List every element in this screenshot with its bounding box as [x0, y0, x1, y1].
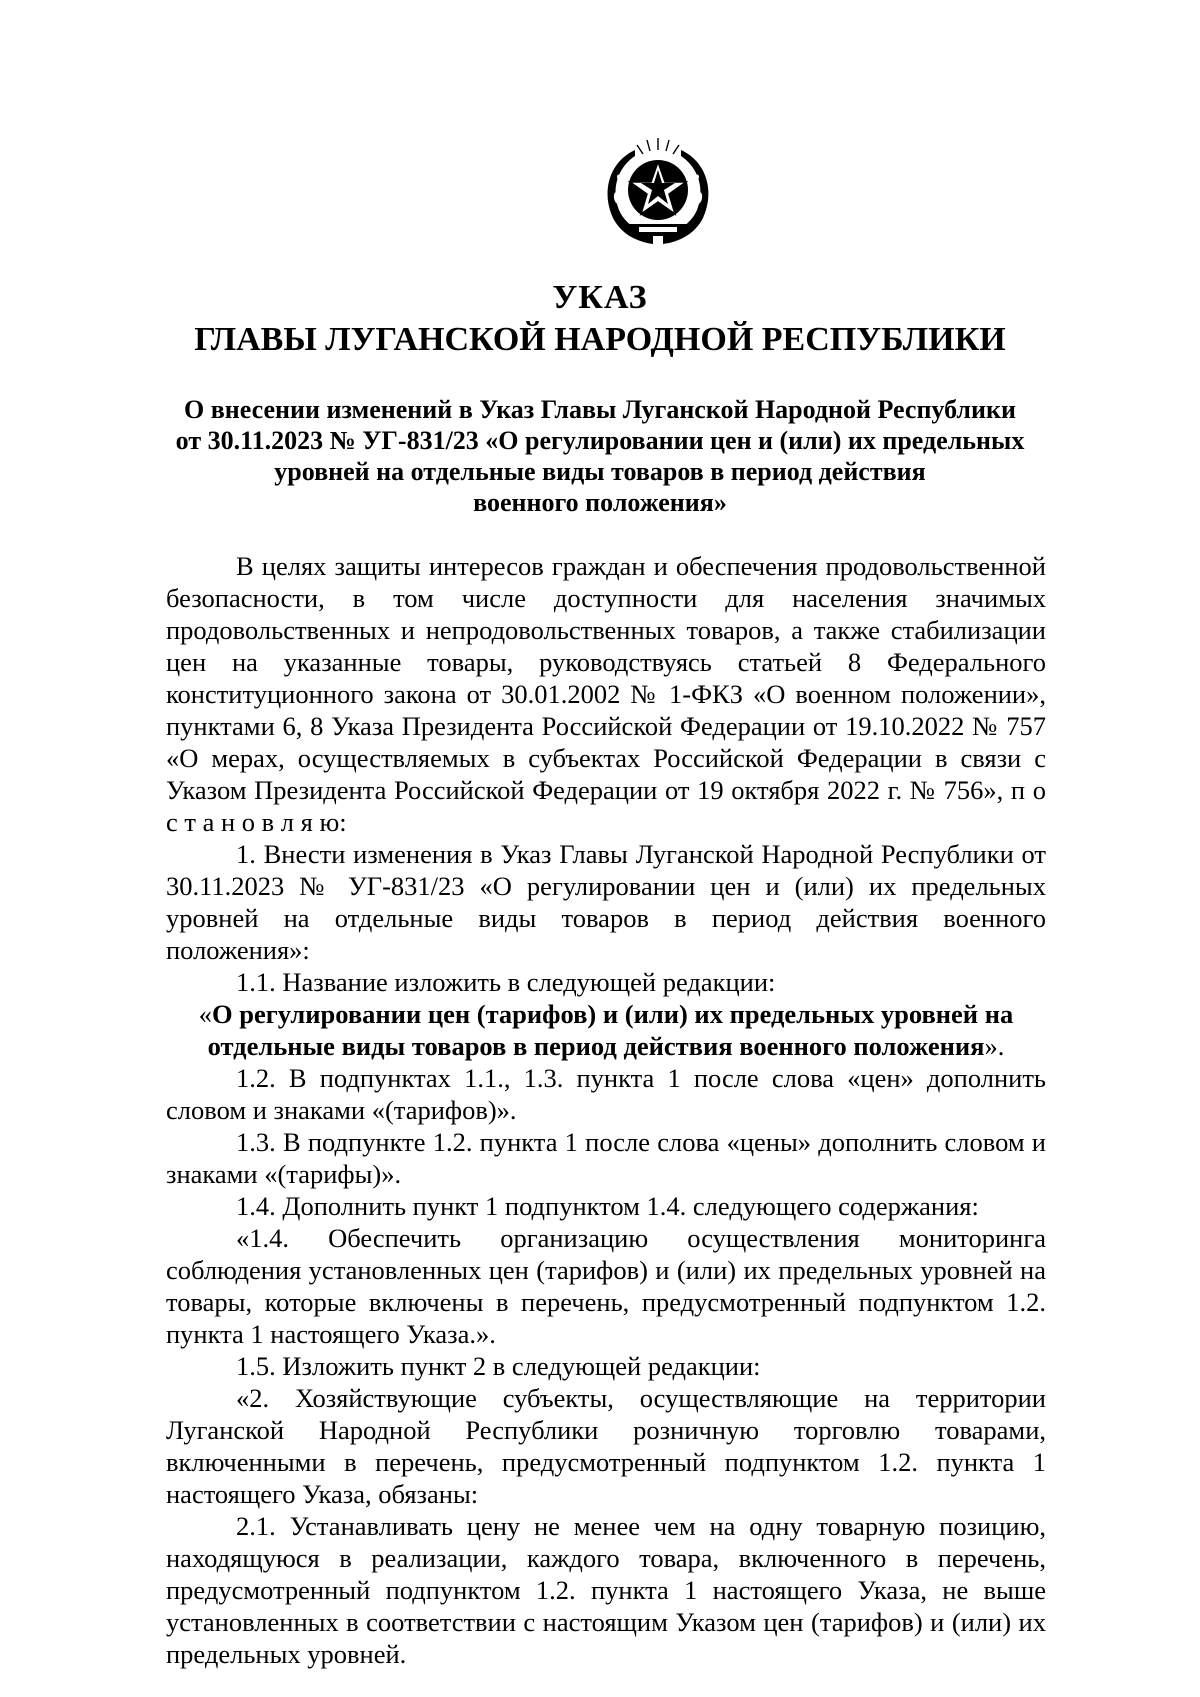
clause-1-5: 1.5. Изложить пункт 2 в следующей редакции:	[236, 1351, 761, 1381]
clause-1-3: 1.3. В подпункте 1.2. пункта 1 после слова «цены» дополнить словом и знаками «(тарифы)».	[166, 1127, 1046, 1189]
clause-1: 1. Внести изменения в Указ Главы Луганской Народной Республики от 30.11.2023 № УГ-831/23 «О регулировании цен и (или) их предельных уровней на отдельные виды товаров в период действия военного положения»:	[166, 839, 1046, 965]
clause-2-1-text: 2.1. Устанавливать цену не менее чем на одну товарную позицию, находящуюся в реализации, каждого товара, включенного в перечень, предусмотренный подпунктом 1.2. пункта 1 настоящего Указа, не выше установленных в соответствии с настоящим Указом цен (тарифов) и (или) их предельных уровней.	[166, 1511, 1046, 1669]
subject-line: от 30.11.2023 № УГ-831/23 «О регулировании цен и (или) их предельных	[175, 426, 1025, 455]
subject-line: уровней на отдельные виды товаров в период действия	[274, 457, 926, 486]
new-title-quote	[166, 998, 1046, 1062]
quote-open: «	[198, 999, 213, 1029]
document-body	[166, 550, 1046, 1670]
document-type-title: УКАЗ	[552, 279, 648, 316]
new-title-text: О регулировании цен (тарифов) и (или) их предельных уровней на отдельные виды товаров в период действия военного положения	[207, 999, 1014, 1061]
preamble-paragraph: В целях защиты интересов граждан и обеспечения продовольственной безопасности, в том числе доступности для населения значимых продовольственных и непродовольственных товаров, а также стабилизации цен на указанные товары, руководствуясь статьей 8 Федерального конституционного закона от 30.01.2002 № 1-ФКЗ «О военном положении», пунктами 6, 8 Указа Президента Российской Федерации от 19.10.2022 № 757 «О мерах, осуществляемых в субъектах Российской Федерации в связи с Указом Президента Российской Федерации от 19 октября 2022 г. № 756», п о с т а н о в л я ю:	[166, 551, 1046, 837]
clause-1-2: 1.2. В подпунктах 1.1., 1.3. пункта 1 после слова «цен» дополнить словом и знаками «(тарифов)».	[166, 1063, 1046, 1125]
issuer-title: ГЛАВЫ ЛУГАНСКОЙ НАРОДНОЙ РЕСПУБЛИКИ	[194, 321, 1006, 358]
document-subject	[150, 394, 1050, 518]
clause-1-4: 1.4. Дополнить пункт 1 подпунктом 1.4. следующего содержания:	[236, 1191, 979, 1221]
clause-1-4-text: «1.4. Обеспечить организацию осуществления мониторинга соблюдения установленных цен (тарифов) и (или) их предельных уровней на товары, которые включены в перечень, предусмотренный подпунктом 1.2. пункта 1 настоящего Указа.».	[166, 1223, 1046, 1349]
coat-of-arms-emblem	[595, 132, 721, 250]
subject-line: военного положения»	[473, 488, 727, 517]
clause-1-1: 1.1. Название изложить в следующей редакции:	[236, 967, 776, 997]
subject-line: О внесении изменений в Указ Главы Луганской Народной Республики	[184, 395, 1016, 424]
quote-close: ».	[984, 1031, 1005, 1061]
clause-2-text: «2. Хозяйствующие субъекты, осуществляющие на территории Луганской Народной Республики розничную торговлю товарами, включенными в перечень, предусмотренный подпунктом 1.2. пункта 1 настоящего Указа, обязаны:	[166, 1383, 1046, 1509]
